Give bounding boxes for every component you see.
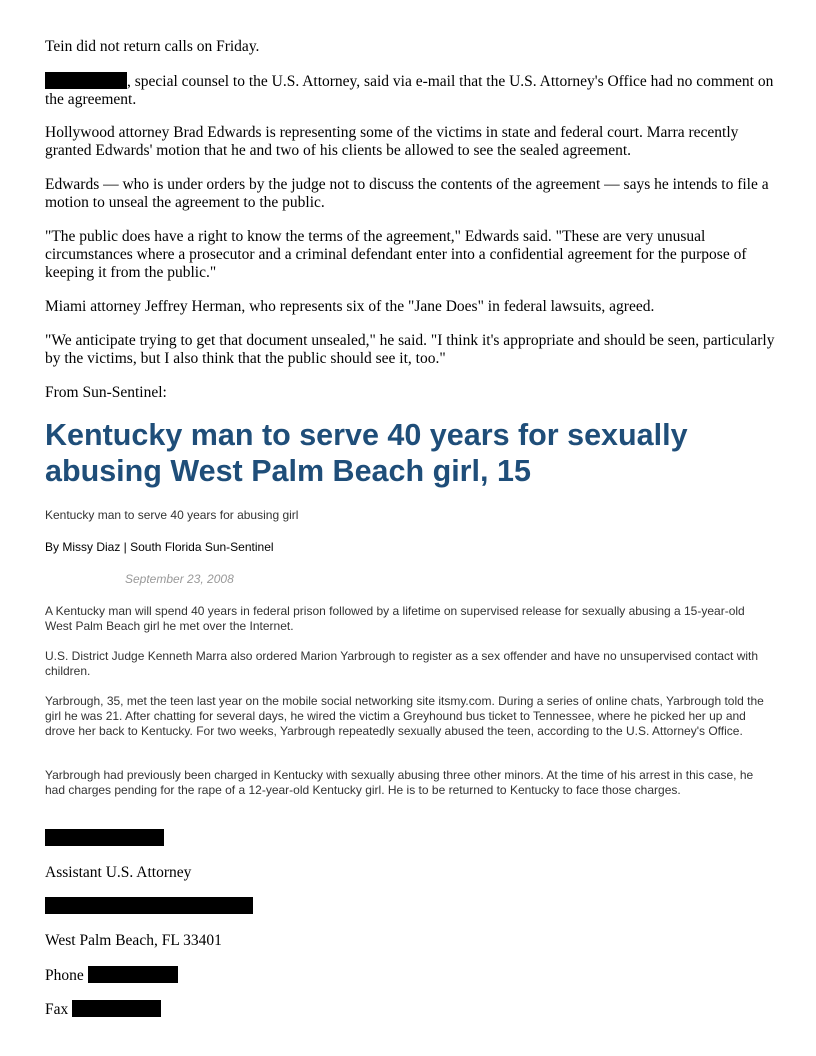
article-paragraph: A Kentucky man will spend 40 years in federal prison followed by a lifetime on supervised release for sexually abusing a 15-year-old West Palm Beach girl he met over the Internet. [45,604,745,633]
article-byline: By Missy Diaz | South Florida Sun-Sentinel [45,540,274,554]
article-paragraph: Yarbrough, 35, met the teen last year on the mobile social networking site itsmy.com. During a series of online chats, Yarbrough told the girl he was 21. After chatting for several days, he wired the victim a Greyhound bus ticket to Tennessee, where he picked her up and drove her back to Kentucky. For two weeks, Yarbrough repeatedly sexually abused the teen, according to the U.S. Attorney's Office. [45,694,764,738]
paragraph: Tein did not return calls on Friday. [45,38,260,55]
paragraph-text: , special counsel to the U.S. Attorney, said via e-mail that the U.S. Attorney's Office had no comment on the agreement. [45,73,774,108]
paragraph: Hollywood attorney Brad Edwards is representing some of the victims in state and federal court. Marra recently granted Edwards' motion that he and two of his clients be allowed to see the sealed agreement. [45,124,739,159]
article-headline: Kentucky man to serve 40 years for sexually abusing West Palm Beach girl, 15 [45,418,688,488]
paragraph: "The public does have a right to know the terms of the agreement," Edwards said. "These are very unusual circumstances where a prosecutor and a criminal defendant enter into a confidential agreement for the purpose of keeping it from the public." [45,228,747,281]
fax-label: Fax [45,1001,69,1018]
fax-line [45,1000,775,1019]
article-paragraph: U.S. District Judge Kenneth Marra also ordered Marion Yarbrough to register as a sex offender and have no unsupervised contact with children. [45,649,759,678]
signature-city: West Palm Beach, FL 33401 [45,932,222,949]
source-line: From Sun-Sentinel: [45,384,167,401]
redaction-box [88,966,178,983]
signature-title: Assistant U.S. Attorney [45,864,192,881]
redaction-box [45,72,127,89]
paragraph: "We anticipate trying to get that document unsealed," he said. "I think it's appropriate and should be seen, particularly by the victims, but I also think that the public should see it, too." [45,332,775,367]
article-date: September 23, 2008 [125,572,234,586]
redaction-box [45,829,164,846]
article-paragraph: Yarbrough had previously been charged in Kentucky with sexually abusing three other minors. At the time of his arrest in this case, he had charges pending for the rape of a 12-year-old Kentucky girl. He is to be returned to Kentucky to face those charges. [45,768,754,797]
redaction-box [45,897,253,914]
phone-line [45,966,775,985]
phone-label: Phone [45,967,84,984]
paragraph [45,72,775,109]
article-subhead: Kentucky man to serve 40 years for abusing girl [45,508,299,522]
paragraph: Miami attorney Jeffrey Herman, who represents six of the "Jane Does" in federal lawsuits, agreed. [45,298,655,315]
redaction-box [72,1000,161,1017]
paragraph: Edwards — who is under orders by the judge not to discuss the contents of the agreement — says he intends to file a motion to unseal the agreement to the public. [45,176,769,211]
